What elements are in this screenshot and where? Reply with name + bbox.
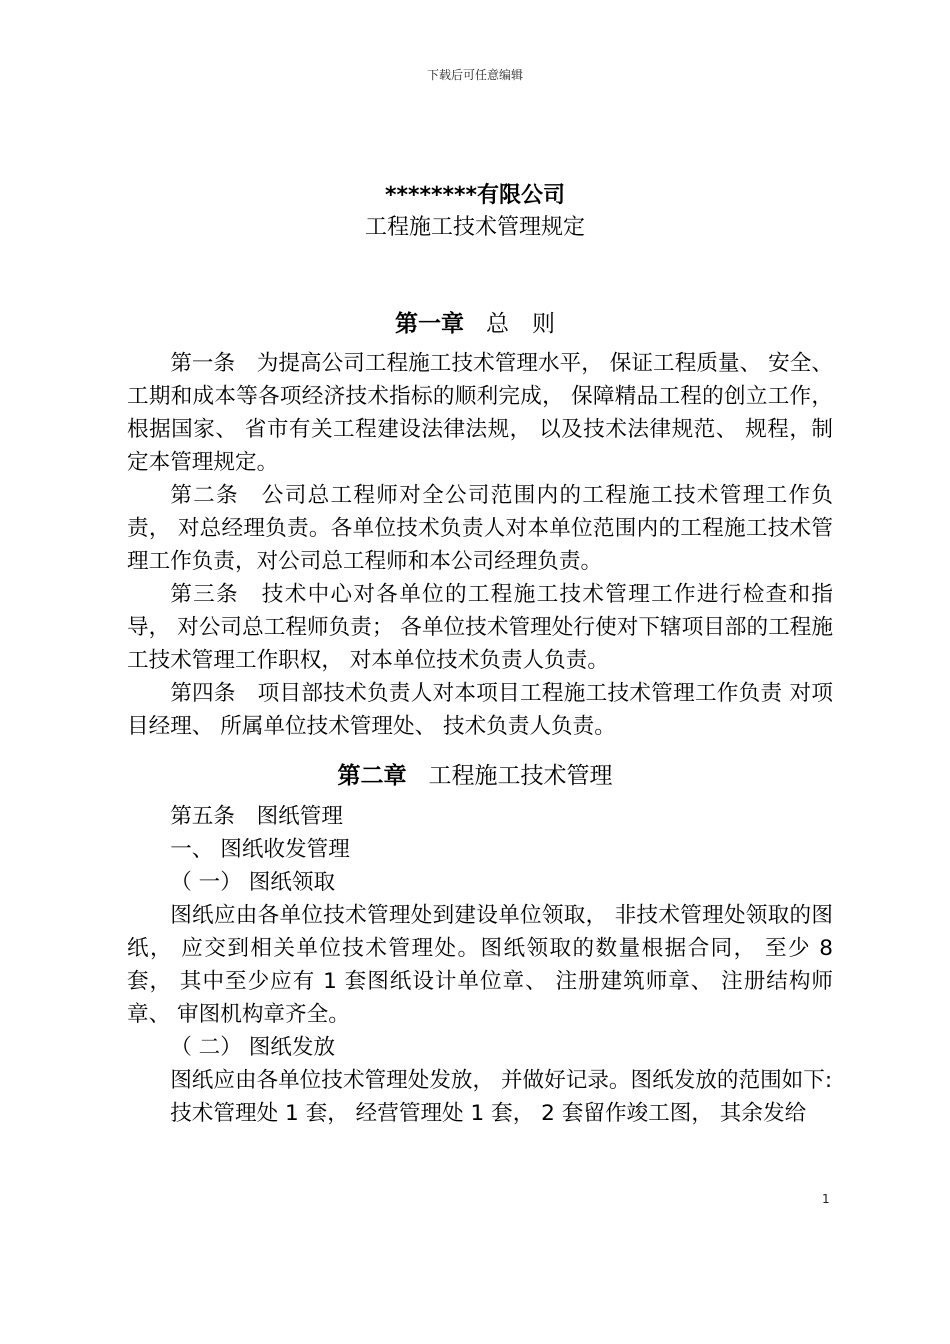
- subsection-2-text: 图纸应由各单位技术管理处发放， 并做好记录。图纸发放的范围如下:: [170, 1068, 833, 1093]
- chapter-1-body: [127, 347, 833, 743]
- article-4: 第四条 项目部技术负责人对本项目工程施工技术管理工作负责 对项目经理、 所属单位技术管理处、 技术负责人负责。: [127, 681, 833, 739]
- article-1: 第一条 为提高公司工程施工技术管理水平， 保证工程质量、 安全、 工期和成本等各项经济技术指标的顺利完成， 保障精品工程的创立工作， 根据国家、 省市有关工程建设法律法规， 以及技术法律规范、 规程，制定本管理规定。: [127, 351, 833, 475]
- chapter-2-number: 第二章: [337, 763, 407, 789]
- page-number: 1: [822, 1192, 830, 1206]
- article-3: 第三条 技术中心对各单位的工程施工技术管理工作进行检查和指导， 对公司总工程师负责； 各单位技术管理处行使对下辖项目部的工程施工技术管理工作职权， 对本单位技术负责人负责。: [127, 582, 833, 673]
- document-title: 工程施工技术管理规定: [364, 215, 585, 240]
- subsection-2-list-text: 技术管理处 1 套， 经营管理处 1 套， 2 套留作竣工图， 其余发给: [170, 1101, 807, 1126]
- chapter-2-body: [127, 800, 833, 1130]
- article-2: 第二条 公司总工程师对全公司范围内的工程施工技术管理工作负责， 对总经理负责。各单位技术负责人对本单位范围内的工程施工技术管理工作负责，对公司总工程师和本公司经理负责。: [127, 483, 833, 574]
- company-title: ********有限公司: [384, 183, 566, 208]
- chapter-1-title: 总 则: [486, 311, 555, 337]
- subsection-1-text: 图纸应由各单位技术管理处到建设单位领取， 非技术管理处领取的图纸， 应交到相关单位技术管理处。图纸领取的数量根据合同， 至少 8 套， 其中至少应有 1 套图纸设计单位章、 注册建筑师章、 注册结构师章、 审图机构章齐全。: [127, 903, 833, 1027]
- subsection-2-heading: （ 二） 图纸发放: [170, 1035, 336, 1060]
- article-5: 第五条 图纸管理: [170, 804, 343, 829]
- subsection-1-heading: （ 一） 图纸领取: [170, 870, 336, 895]
- chapter-1-number: 第一章: [395, 311, 464, 337]
- section-1-heading: 一、 图纸收发管理: [170, 837, 350, 862]
- chapter-1-heading: [0, 305, 950, 338]
- chapter-2-title: 工程施工技术管理: [428, 763, 613, 789]
- page-header: 下载后可任意编辑: [426, 68, 523, 82]
- chapter-2-heading: [0, 757, 950, 790]
